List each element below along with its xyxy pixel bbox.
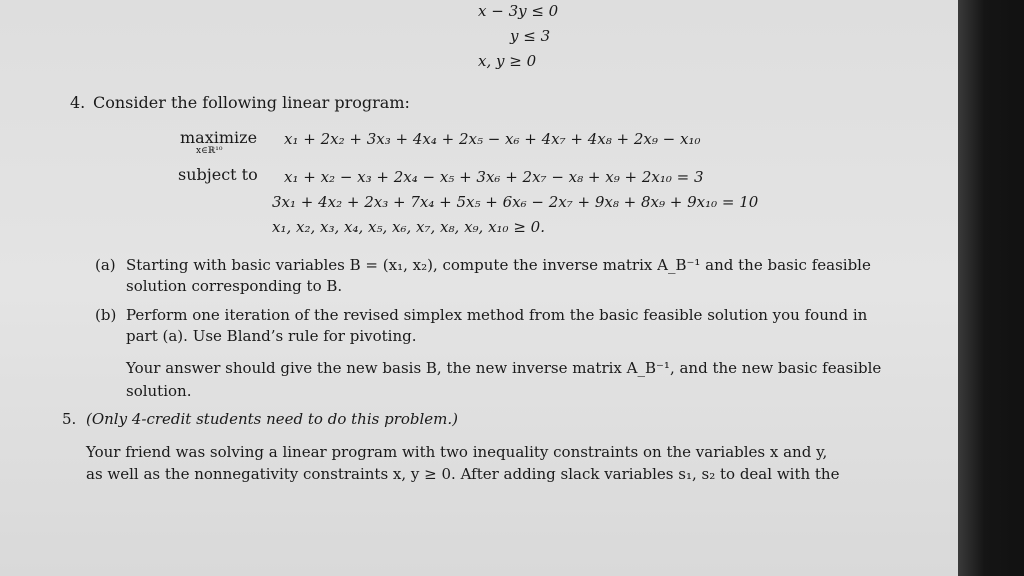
top-constraint-3: x, y ≥ 0 (478, 52, 537, 70)
part-a-line-2: solution corresponding to B. (126, 277, 343, 295)
problem5-line-2: as well as the nonnegativity constraints x, y ≥ 0. After adding slack variables s₁, s₂ to deal with the (86, 465, 840, 483)
subject-to-label: subject to (178, 165, 258, 184)
top-constraint-2: y ≤ 3 (510, 27, 551, 45)
top-constraint-1: x − 3y ≤ 0 (478, 2, 559, 20)
problem5-line-1: Your friend was solving a linear program with two inequality constraints on the variables x and y, (86, 443, 828, 461)
part-b-line-2: part (a). Use Bland’s rule for pivoting. (126, 327, 417, 345)
part-a-line-1: Starting with basic variables B = (x₁, x₂), compute the inverse matrix A_B⁻¹ and the basic feasible (126, 256, 871, 274)
constraint-1: x₁ + x₂ − x₃ + 2x₄ − x₅ + 3x₆ + 2x₇ − x₈ + x₉ + 2x₁₀ = 3 (284, 168, 704, 186)
part-a-label: (a) (95, 256, 116, 274)
problem4-number: 4. (70, 93, 86, 112)
maximize-domain: x∈ℝ¹⁰ (196, 146, 223, 156)
problem4-intro: Consider the following linear program: (93, 93, 410, 112)
part-b-label: (b) (95, 306, 117, 324)
problem5-number: 5. (62, 410, 77, 428)
nonnegativity-constraint: x₁, x₂, x₃, x₄, x₅, x₆, x₇, x₈, x₉, x₁₀ ≥ 0. (272, 218, 545, 236)
constraint-2: 3x₁ + 4x₂ + 2x₃ + 7x₄ + 5x₅ + 6x₆ − 2x₇ + 9x₈ + 8x₉ + 9x₁₀ = 10 (272, 193, 759, 211)
monitor-bezel (958, 0, 1024, 576)
part-b-line-1: Perform one iteration of the revised simplex method from the basic feasible solution you found in (126, 306, 868, 324)
maximize-label: maximize (180, 128, 258, 147)
problem5-title: (Only 4-credit students need to do this problem.) (86, 410, 459, 428)
part-b-line-4: solution. (126, 382, 192, 400)
part-b-line-3: Your answer should give the new basis B, the new inverse matrix A_B⁻¹, and the new basic feasible (126, 359, 882, 377)
objective-function: x₁ + 2x₂ + 3x₃ + 4x₄ + 2x₅ − x₆ + 4x₇ + 4x₈ + 2x₉ − x₁₀ (284, 130, 701, 148)
